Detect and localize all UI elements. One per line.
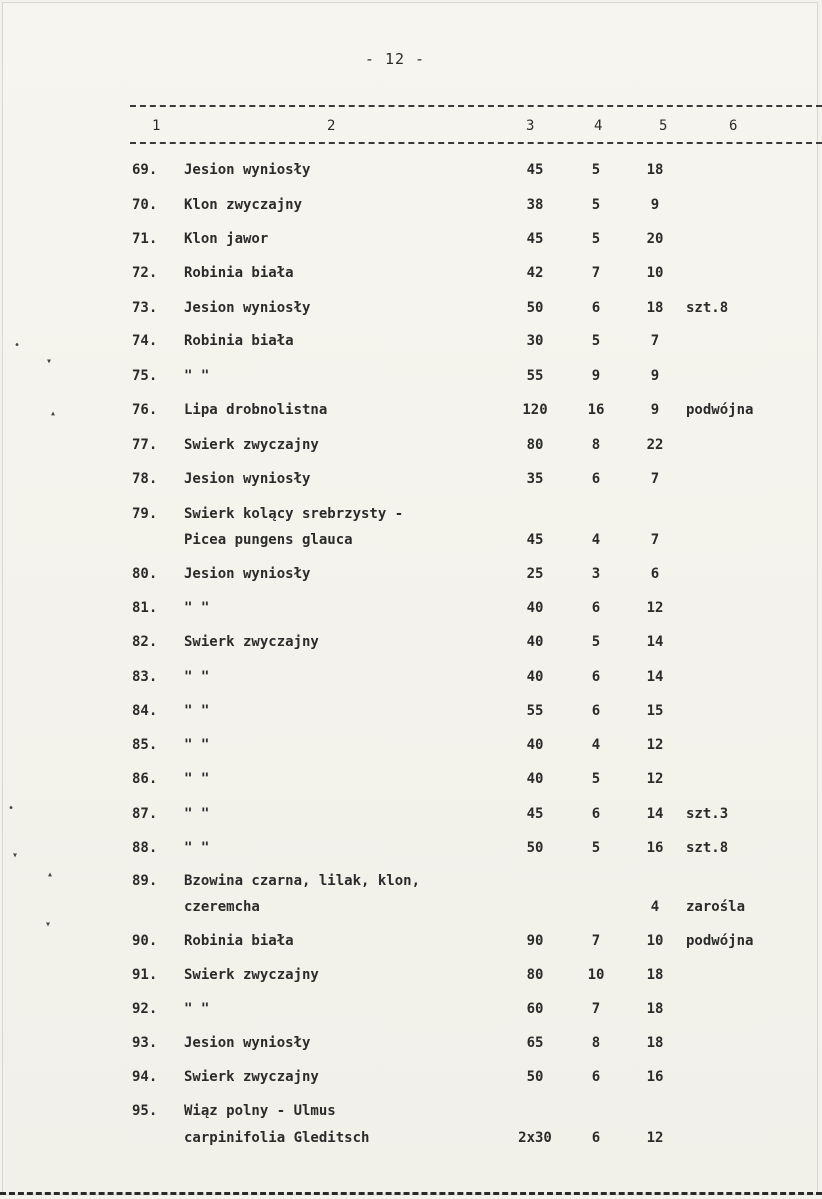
- species-name: Robinia biała: [184, 333, 294, 349]
- species-name: Swierk zwyczajny: [184, 437, 319, 453]
- cell-col-3: 45: [526, 162, 544, 178]
- cell-col-6: podwójna: [686, 933, 754, 949]
- species-name: Swierk zwyczajny: [184, 1069, 319, 1085]
- species-name: Robinia biała: [184, 933, 294, 949]
- species-name: " ": [184, 771, 210, 787]
- species-name: Klon zwyczajny: [184, 197, 303, 213]
- row-number: 69.: [132, 162, 158, 178]
- cell-col-5: 20: [646, 231, 664, 247]
- species-name: Swierk kolący srebrzysty -: [184, 506, 404, 522]
- cell-col-5: 18: [646, 162, 664, 178]
- cell-col-5: 18: [646, 300, 664, 316]
- header-divider: [130, 142, 822, 144]
- row-number: 71.: [132, 231, 158, 247]
- cell-col-4: 5: [591, 634, 601, 650]
- cell-col-4: 6: [591, 806, 601, 822]
- cell-col-5: 18: [646, 1001, 664, 1017]
- row-number: 86.: [132, 771, 158, 787]
- cell-col-5: 22: [646, 437, 664, 453]
- cell-col-6: podwójna: [686, 402, 754, 418]
- cell-col-3: 55: [526, 703, 544, 719]
- species-name: carpinifolia Gleditsch: [184, 1130, 370, 1146]
- cell-col-3: 50: [526, 300, 544, 316]
- species-name: " ": [184, 806, 210, 822]
- bottom-divider: [0, 1192, 822, 1195]
- cell-col-5: 12: [646, 600, 664, 616]
- cell-col-4: 6: [591, 600, 601, 616]
- species-name: " ": [184, 368, 210, 384]
- row-number: 80.: [132, 566, 158, 582]
- cell-col-3: 40: [526, 737, 544, 753]
- cell-col-4: 5: [591, 333, 601, 349]
- cell-col-5: 9: [650, 402, 660, 418]
- column-header-3: 3: [526, 118, 535, 134]
- species-name: Robinia biała: [184, 265, 294, 281]
- cell-col-5: 7: [650, 532, 660, 548]
- row-number: 73.: [132, 300, 158, 316]
- row-number: 93.: [132, 1035, 158, 1051]
- cell-col-3: 40: [526, 600, 544, 616]
- margin-mark: •: [14, 340, 21, 351]
- row-number: 92.: [132, 1001, 158, 1017]
- cell-col-5: 10: [646, 265, 664, 281]
- cell-col-3: 65: [526, 1035, 544, 1051]
- cell-col-5: 10: [646, 933, 664, 949]
- cell-col-5: 18: [646, 1035, 664, 1051]
- cell-col-4: 6: [591, 300, 601, 316]
- species-name: Klon jawor: [184, 231, 269, 247]
- cell-col-3: 45: [526, 806, 544, 822]
- cell-col-3: 80: [526, 437, 544, 453]
- cell-col-4: 4: [591, 737, 601, 753]
- document-page: [2, 2, 818, 1195]
- cell-col-5: 9: [650, 197, 660, 213]
- species-name: " ": [184, 600, 210, 616]
- species-name: Lipa drobnolistna: [184, 402, 328, 418]
- margin-mark: ▾: [45, 919, 52, 930]
- cell-col-5: 12: [646, 771, 664, 787]
- cell-col-4: 6: [591, 703, 601, 719]
- species-name: Swierk zwyczajny: [184, 967, 319, 983]
- cell-col-4: 8: [591, 437, 601, 453]
- cell-col-4: 5: [591, 840, 601, 856]
- row-number: 79.: [132, 506, 158, 522]
- species-name: " ": [184, 703, 210, 719]
- row-number: 85.: [132, 737, 158, 753]
- row-number: 74.: [132, 333, 158, 349]
- cell-col-4: 7: [591, 265, 601, 281]
- cell-col-3: 40: [526, 634, 544, 650]
- column-header-6: 6: [729, 118, 738, 134]
- cell-col-5: 6: [650, 566, 660, 582]
- row-number: 70.: [132, 197, 158, 213]
- cell-col-4: 3: [591, 566, 601, 582]
- column-header-5: 5: [659, 118, 668, 134]
- cell-col-5: 14: [646, 669, 664, 685]
- row-number: 77.: [132, 437, 158, 453]
- cell-col-4: 6: [591, 1069, 601, 1085]
- row-number: 76.: [132, 402, 158, 418]
- row-number: 83.: [132, 669, 158, 685]
- species-name: " ": [184, 737, 210, 753]
- cell-col-3: 40: [526, 771, 544, 787]
- cell-col-3: 55: [526, 368, 544, 384]
- species-name: Swierk zwyczajny: [184, 634, 319, 650]
- cell-col-3: 40: [526, 669, 544, 685]
- row-number: 90.: [132, 933, 158, 949]
- margin-mark: •: [8, 803, 15, 814]
- species-name: Jesion wyniosły: [184, 471, 311, 487]
- margin-mark: ▾: [12, 850, 19, 861]
- column-header-1: 1: [152, 118, 161, 134]
- row-number: 75.: [132, 368, 158, 384]
- cell-col-4: 5: [591, 771, 601, 787]
- cell-col-3: 2x30: [518, 1130, 552, 1146]
- cell-col-4: 9: [591, 368, 601, 384]
- cell-col-5: 12: [646, 1130, 664, 1146]
- cell-col-3: 50: [526, 840, 544, 856]
- cell-col-5: 14: [646, 634, 664, 650]
- cell-col-6: szt.8: [686, 300, 729, 316]
- cell-col-3: 35: [526, 471, 544, 487]
- cell-col-3: 120: [522, 402, 548, 418]
- species-name: Picea pungens glauca: [184, 532, 353, 548]
- cell-col-5: 16: [646, 840, 664, 856]
- cell-col-5: 7: [650, 471, 660, 487]
- cell-col-3: 50: [526, 1069, 544, 1085]
- cell-col-5: 14: [646, 806, 664, 822]
- cell-col-3: 90: [526, 933, 544, 949]
- species-name: Jesion wyniosły: [184, 1035, 311, 1051]
- column-header-2: 2: [327, 118, 336, 134]
- cell-col-4: 8: [591, 1035, 601, 1051]
- row-number: 95.: [132, 1103, 158, 1119]
- cell-col-6: zarośla: [686, 899, 746, 915]
- species-name: czeremcha: [184, 899, 260, 915]
- cell-col-4: 10: [587, 967, 605, 983]
- species-name: Jesion wyniosły: [184, 162, 311, 178]
- cell-col-4: 5: [591, 197, 601, 213]
- cell-col-3: 25: [526, 566, 544, 582]
- row-number: 87.: [132, 806, 158, 822]
- cell-col-4: 16: [587, 402, 605, 418]
- row-number: 78.: [132, 471, 158, 487]
- cell-col-4: 7: [591, 1001, 601, 1017]
- cell-col-4: 6: [591, 669, 601, 685]
- cell-col-3: 45: [526, 231, 544, 247]
- row-number: 82.: [132, 634, 158, 650]
- cell-col-5: 7: [650, 333, 660, 349]
- species-name: " ": [184, 1001, 210, 1017]
- row-number: 91.: [132, 967, 158, 983]
- row-number: 89.: [132, 873, 158, 889]
- cell-col-4: 7: [591, 933, 601, 949]
- margin-mark: ▾: [46, 356, 53, 367]
- cell-col-5: 12: [646, 737, 664, 753]
- cell-col-5: 15: [646, 703, 664, 719]
- cell-col-3: 38: [526, 197, 544, 213]
- cell-col-4: 4: [591, 532, 601, 548]
- species-name: " ": [184, 669, 210, 685]
- margin-mark: ▴: [47, 869, 54, 880]
- species-name: " ": [184, 840, 210, 856]
- cell-col-5: 4: [650, 899, 660, 915]
- row-number: 84.: [132, 703, 158, 719]
- cell-col-5: 18: [646, 967, 664, 983]
- species-name: Bzowina czarna, lilak, klon,: [184, 873, 421, 889]
- cell-col-4: 6: [591, 1130, 601, 1146]
- row-number: 88.: [132, 840, 158, 856]
- cell-col-3: 42: [526, 265, 544, 281]
- cell-col-4: 5: [591, 231, 601, 247]
- cell-col-4: 5: [591, 162, 601, 178]
- cell-col-3: 45: [526, 532, 544, 548]
- species-name: Jesion wyniosły: [184, 566, 311, 582]
- row-number: 94.: [132, 1069, 158, 1085]
- row-number: 72.: [132, 265, 158, 281]
- margin-mark: ▴: [50, 408, 57, 419]
- cell-col-3: 80: [526, 967, 544, 983]
- row-number: 81.: [132, 600, 158, 616]
- cell-col-6: szt.8: [686, 840, 729, 856]
- cell-col-5: 9: [650, 368, 660, 384]
- cell-col-6: szt.3: [686, 806, 729, 822]
- column-header-4: 4: [594, 118, 603, 134]
- top-divider: [130, 105, 822, 107]
- cell-col-3: 60: [526, 1001, 544, 1017]
- species-name: Wiąz polny - Ulmus: [184, 1103, 336, 1119]
- cell-col-4: 6: [591, 471, 601, 487]
- cell-col-5: 16: [646, 1069, 664, 1085]
- page-number: - 12 -: [364, 50, 426, 68]
- cell-col-3: 30: [526, 333, 544, 349]
- species-name: Jesion wyniosły: [184, 300, 311, 316]
